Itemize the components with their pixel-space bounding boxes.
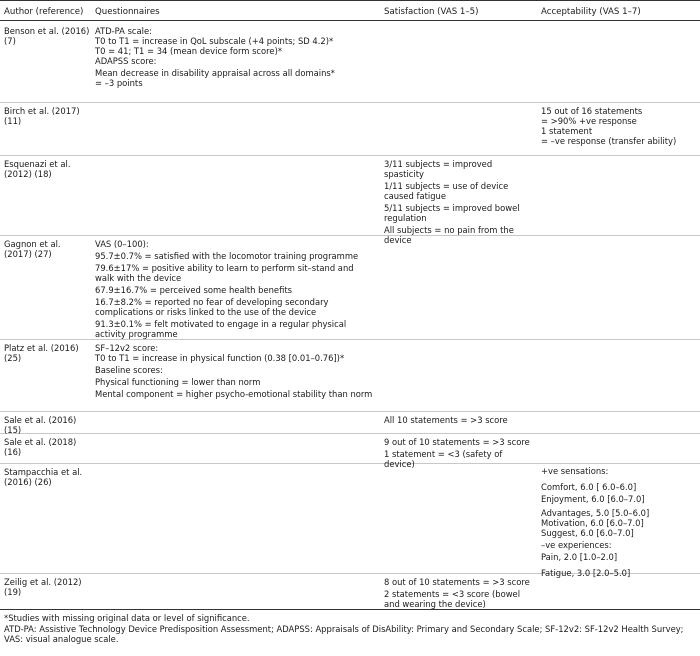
cell-line: 16.7±8.2% = reported no fear of developing secondary complications or risks linked to the use of the device [95, 297, 332, 317]
cell-line: = –ve response (transfer ability) [541, 136, 677, 146]
cell-line: 5/11 subjects = improved bowel regulation [384, 203, 523, 223]
cell-line: Benson et al. (2016) [4, 26, 90, 36]
cell-line: (2012) (18) [4, 169, 52, 179]
cell-satisfaction [384, 577, 534, 609]
cell-satisfaction [384, 415, 534, 425]
cell-line: = >90% +ve response [541, 116, 637, 126]
cell-line: Sale et al. (2016) [4, 415, 77, 425]
cell-line: T0 to T1 = increase in physical function (0.38 [0.01–0.76])* [95, 353, 345, 363]
cell-author [4, 239, 92, 259]
cell-line: Baseline scores: [95, 365, 163, 375]
cell-author [4, 159, 92, 179]
cell-line: 2 statements = <3 score (bowel and wearing the device) [384, 589, 523, 609]
cell-line: 95.7±0.7% = satisfied with the locomotor training programme [95, 251, 359, 261]
cell-line: (25) [4, 353, 22, 363]
table-row [0, 433, 700, 469]
cell-acceptability [541, 106, 698, 146]
cell-line: Gagnon et al. [4, 239, 61, 249]
cell-line: T0 to T1 = increase in QoL subscale (+4 points; SD 4.2)* [95, 36, 334, 46]
cell-questionnaires [95, 26, 375, 88]
table-row [0, 411, 700, 434]
cell-line: Comfort, 6.0 [ 6.0–6.0] [541, 482, 637, 492]
cell-line: (19) [4, 587, 22, 597]
cell-line: Motivation, 6.0 [6.0–7.0] [541, 518, 644, 528]
table-row [0, 463, 700, 578]
cell-line: Pain, 2.0 [1.0–2.0] [541, 552, 618, 562]
cell-line: All 10 statements = >3 score [384, 415, 508, 425]
cell-line: 67.9±16.7% = perceived some health benefits [95, 285, 292, 295]
header-rule [0, 20, 700, 21]
cell-line: 91.3±0.1% = felt motivated to engage in a regular physical activity programme [95, 319, 349, 339]
cell-line: (15) [4, 425, 22, 435]
cell-line: T0 = 41; T1 = 34 (mean device form score)* [95, 46, 283, 56]
cell-line: Stampacchia et al. [4, 467, 83, 477]
cell-line: Physical functioning = lower than norm [95, 377, 261, 387]
cell-author [4, 437, 92, 457]
cell-line: Mean decrease in disability appraisal across all domains* [95, 68, 335, 78]
cell-line: SF–12v2 score: [95, 343, 159, 353]
table-bottom-rule [0, 609, 700, 610]
cell-author [4, 343, 92, 363]
cell-author [4, 467, 92, 487]
cell-line: +ve sensations: [541, 466, 609, 476]
cell-satisfaction [384, 159, 534, 245]
cell-author [4, 577, 92, 597]
header-author: Author (reference) [4, 7, 84, 17]
cell-line: (2016) (26) [4, 477, 52, 487]
header-acceptability: Acceptability (VAS 1–7) [541, 7, 641, 17]
cell-line: 1 statement [541, 126, 593, 136]
cell-author [4, 415, 92, 435]
cell-line: Suggest, 6.0 [6.0–7.0] [541, 528, 634, 538]
header-satisfaction: Satisfaction (VAS 1–5) [384, 7, 479, 17]
cell-line: ADAPSS score: [95, 56, 157, 66]
cell-line: Advantages, 5.0 [5.0–6.0] [541, 508, 650, 518]
cell-line: 1 statement = <3 (safety of device) [384, 449, 505, 469]
cell-line: –ve experiences: [541, 540, 612, 550]
table-row [0, 235, 700, 340]
cell-line: 3/11 subjects = improved spasticity [384, 159, 495, 179]
table-row [0, 22, 700, 103]
footnote-asterisk: *Studies with missing original data or level of significance. [4, 613, 250, 623]
cell-line: 15 out of 16 statements [541, 106, 643, 116]
cell-line: 8 out of 10 statements = >3 score [384, 577, 530, 587]
table-row [0, 102, 700, 156]
cell-line: Esquenazi et al. [4, 159, 71, 169]
cell-line: 79.6±17% = positive ability to learn to perform sit–stand and walk with the device [95, 263, 357, 283]
cell-line: (2017) (27) [4, 249, 52, 259]
cell-line: Zeilig et al. (2012) [4, 577, 82, 587]
cell-line: All subjects = no pain from the device [384, 225, 517, 245]
cell-line: Enjoyment, 6.0 [6.0–7.0] [541, 494, 645, 504]
cell-line: (7) [4, 36, 16, 46]
cell-author [4, 106, 92, 126]
cell-line: (11) [4, 116, 22, 126]
footnote-abbreviations: ATD-PA: Assistive Technology Device Predisposition Assessment; ADAPSS: Appraisals of DisAbility: Primary and Secondary Scale; SF-12v2: SF-12v2 Health Survey; VAS: visual analogue scale. [4, 623, 684, 644]
cell-questionnaires [95, 239, 375, 339]
table-footnotes [4, 613, 696, 645]
cell-line: Sale et al. (2018) [4, 437, 77, 447]
cell-line: (16) [4, 447, 22, 457]
cell-line: Platz et al. (2016) [4, 343, 79, 353]
cell-author [4, 26, 92, 46]
cell-questionnaires [95, 343, 375, 399]
cell-line: = –3 points [95, 78, 143, 88]
cell-line: 1/11 subjects = use of device caused fatigue [384, 181, 511, 201]
cell-acceptability [541, 466, 698, 578]
cell-line: Fatigue, 3.0 [2.0–5.0] [541, 568, 631, 578]
cell-line: 9 out of 10 statements = >3 score [384, 437, 530, 447]
table-row [0, 339, 700, 412]
cell-line: Birch et al. (2017) [4, 106, 80, 116]
table-header [0, 3, 700, 19]
cell-line: ATD-PA scale: [95, 26, 152, 36]
header-questionnaires: Questionnaires [95, 7, 160, 17]
table-row [0, 573, 700, 610]
cell-line: Mental component = higher psycho-emotional stability than norm [95, 389, 373, 399]
cell-line: VAS (0–100): [95, 239, 149, 249]
table-top-rule [0, 0, 700, 1]
